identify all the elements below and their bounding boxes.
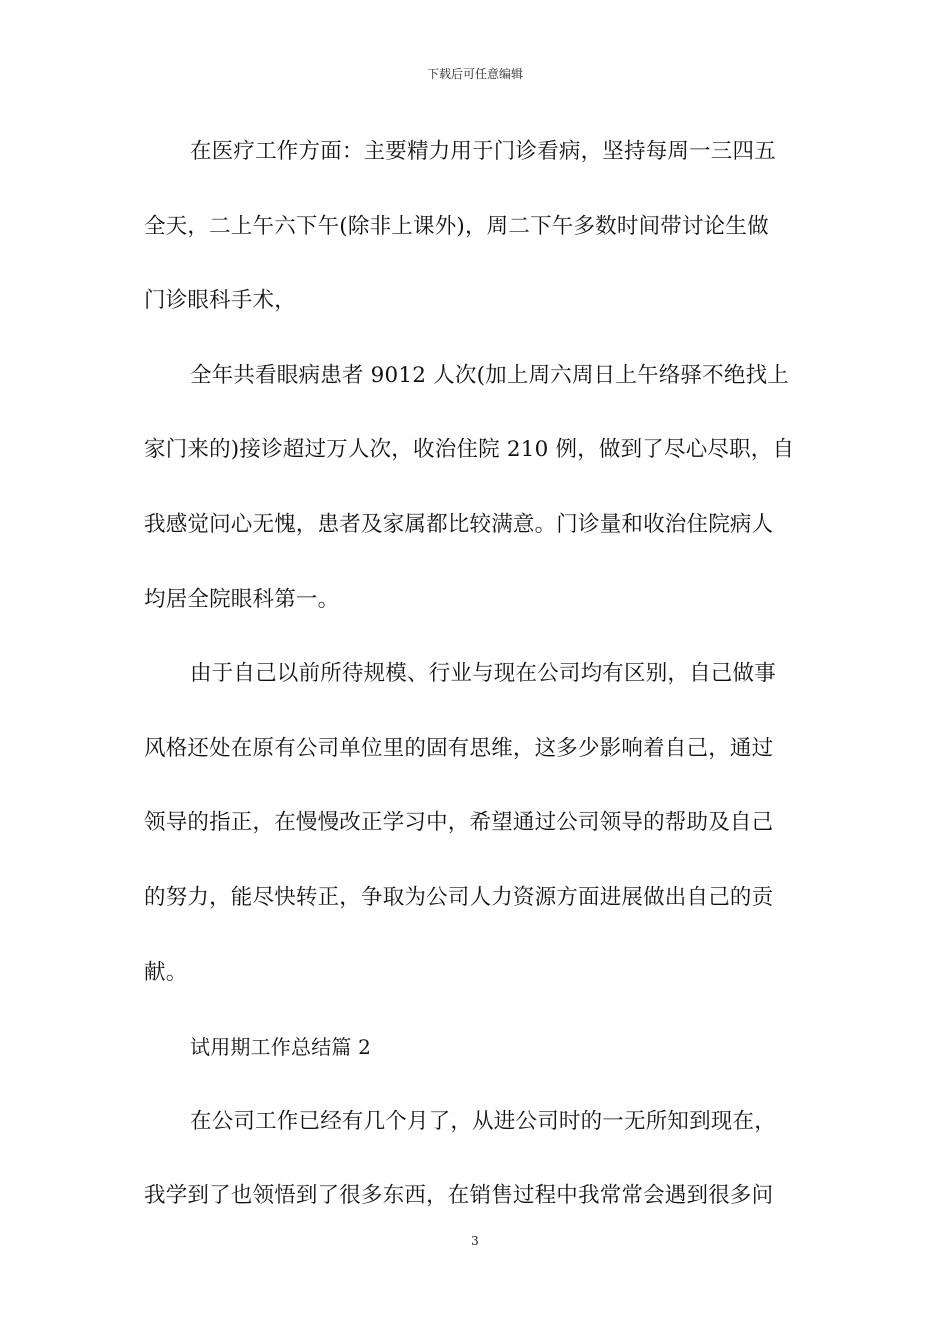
paragraph-line: 全天，二上午六下午(除非上课外)，周二下午多数时间带讨论生做 bbox=[144, 213, 769, 239]
paragraph-line: 的努力，能尽快转正，争取为公司人力资源方面进展做出自己的贡 bbox=[144, 884, 774, 910]
paragraph-line: 门诊眼科手术， bbox=[144, 288, 296, 314]
paragraph-line: 献。 bbox=[144, 959, 188, 985]
paragraph-line: 均居全院眼科第一。 bbox=[144, 586, 340, 612]
paragraph-line: 在医疗工作方面：主要精力用于门诊看病，坚持每周一三四五 bbox=[190, 139, 776, 164]
paragraph-line: 风格还处在原有公司单位里的固有思维，这多少影响着自己，通过 bbox=[144, 735, 774, 761]
paragraph-line: 全年共看眼病患者 9012 人次(加上周六周日上午络驿不绝找上 bbox=[190, 362, 789, 388]
paragraph-line: 在公司工作已经有几个月了，从进公司时的一无所知到现在， bbox=[190, 1108, 776, 1134]
paragraph-line: 家门来的)接诊超过万人次，收治住院 210 例，做到了尽心尽职，自 bbox=[144, 437, 795, 463]
document-body bbox=[144, 131, 812, 1250]
paragraph-line: 我感觉问心无愧，患者及家属都比较满意。门诊量和收治住院病人 bbox=[144, 511, 774, 537]
paragraph-line: 由于自己以前所待规模、行业与现在公司均有区别，自己做事 bbox=[190, 661, 776, 687]
paragraph-line: 我学到了也领悟到了很多东西，在销售过程中我常常会遇到很多问 bbox=[144, 1183, 774, 1209]
section-heading: 试用期工作总结篇 2 bbox=[190, 1035, 372, 1060]
page-header: 下载后可任意编辑 bbox=[426, 67, 523, 81]
page-number: 3 bbox=[471, 1234, 479, 1248]
paragraph-line: 领导的指正，在慢慢改正学习中，希望通过公司领导的帮助及自己 bbox=[144, 810, 774, 836]
